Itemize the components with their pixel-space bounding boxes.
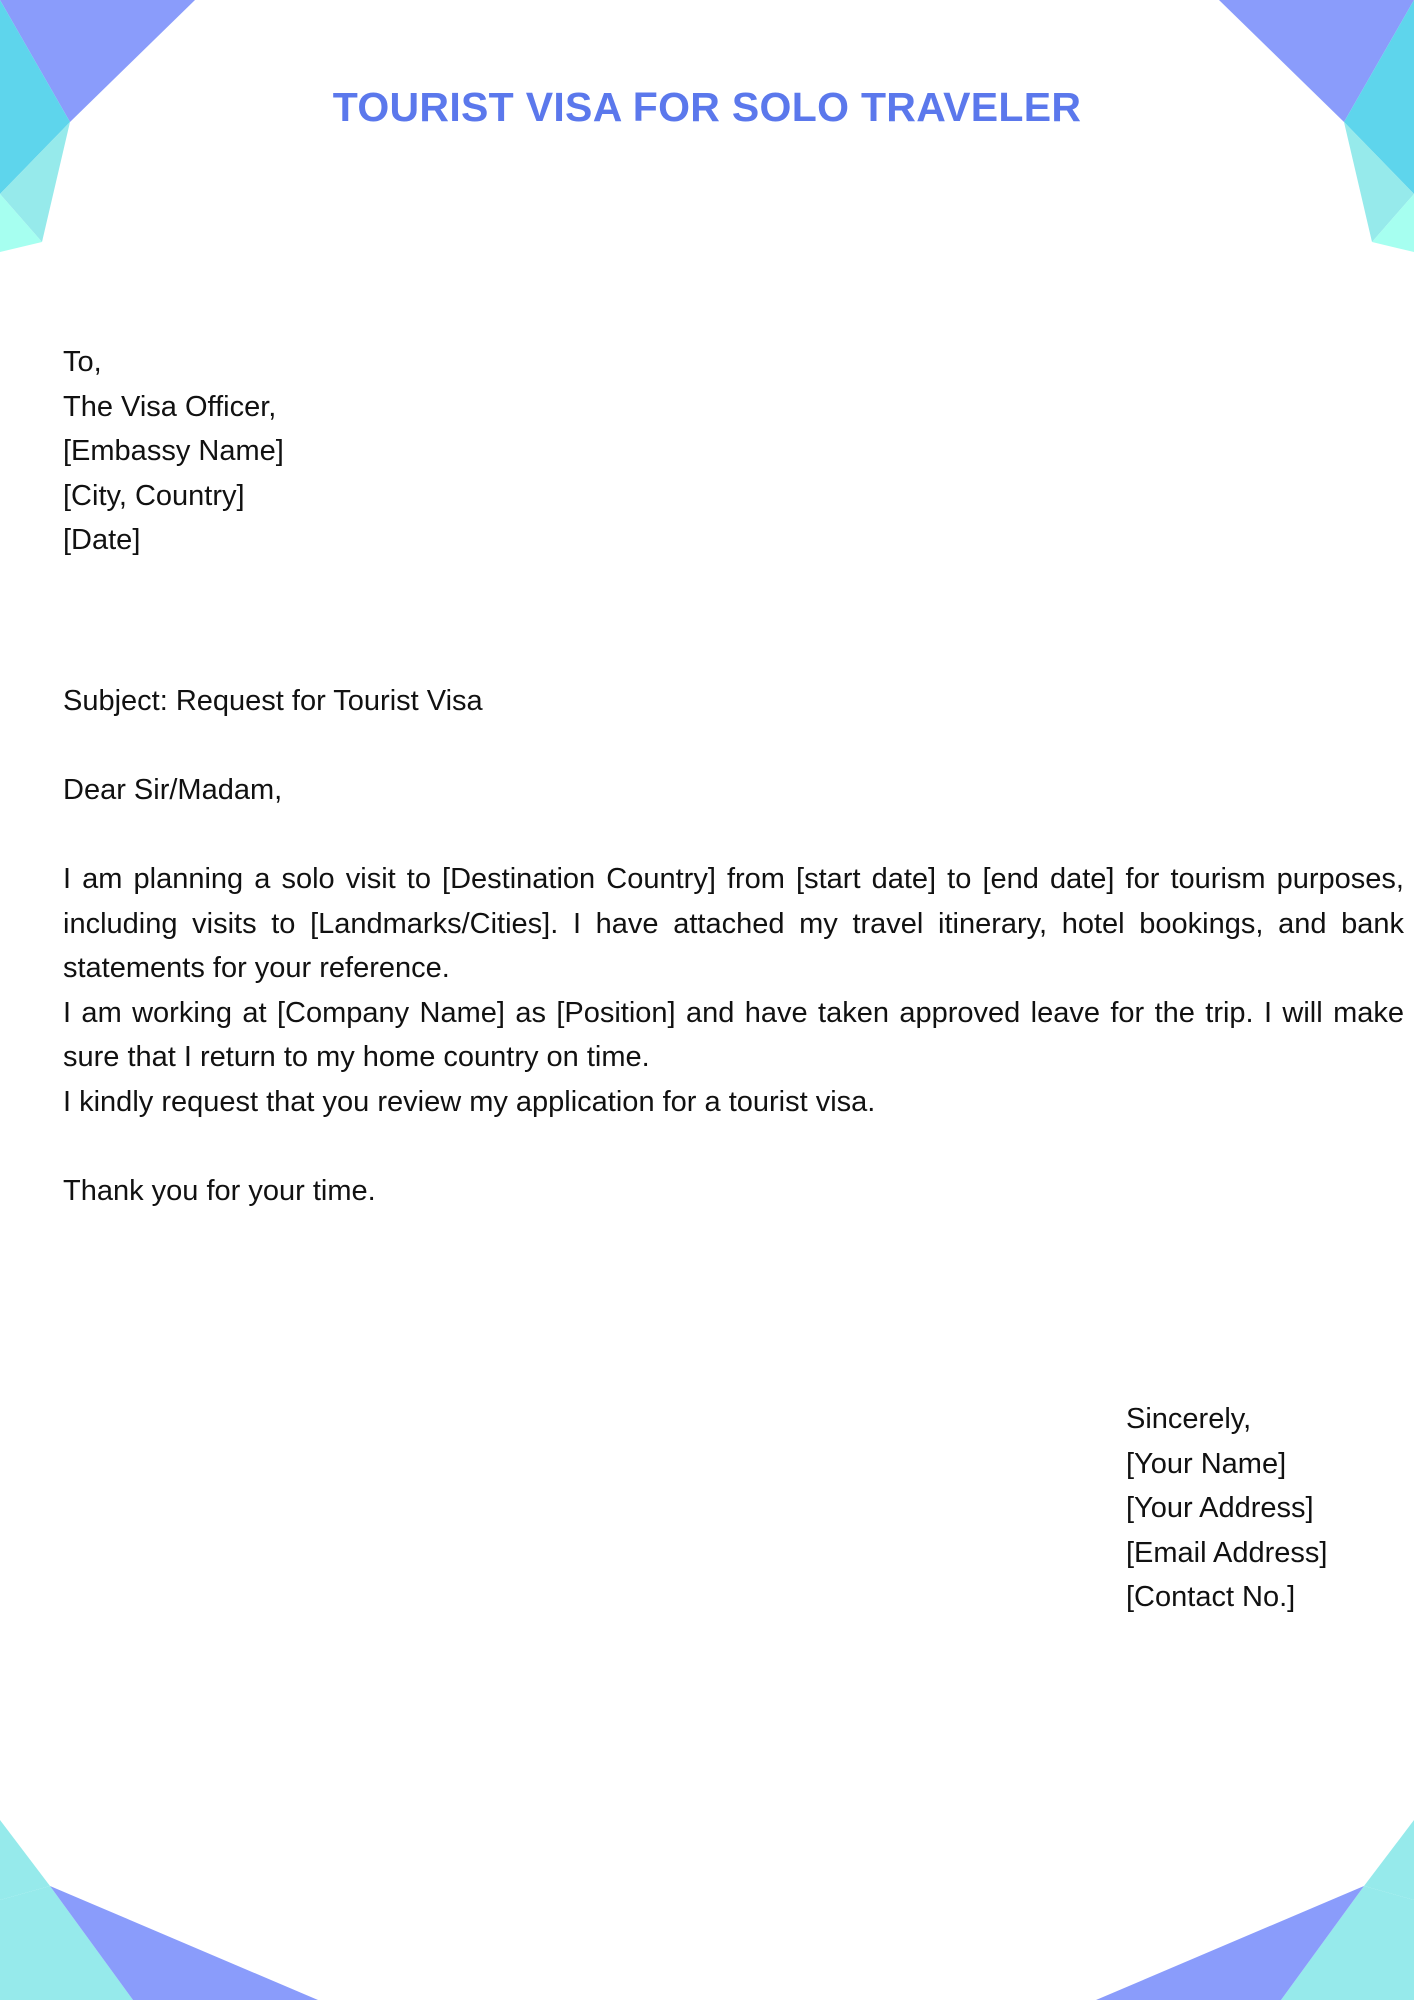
- corner-decoration-bottom-left: [0, 1820, 330, 2000]
- recipient-line: [City, Country]: [63, 479, 245, 512]
- corner-shape: [0, 1820, 50, 1900]
- recipient-line: The Visa Officer,: [63, 390, 277, 423]
- recipient-line: [Embassy Name]: [63, 435, 284, 468]
- signature-line: [Contact No.]: [1126, 1581, 1296, 1614]
- body-paragraph: I am working at [Company Name] as [Position] and have taken approved leave for the trip. I will make sure that I return to my home country on time.: [63, 996, 1404, 1074]
- recipient-line: To,: [63, 346, 102, 378]
- signature-line: [Your Address]: [1126, 1492, 1314, 1525]
- signature-block: [1126, 1397, 1327, 1620]
- signature-line: [Email Address]: [1126, 1536, 1328, 1569]
- subject-line: Subject: Request for Tourist Visa: [63, 685, 483, 717]
- body-paragraph: I am planning a solo visit to [Destination Country] from [start date] to [end date] for tourism purposes, including visits to [Landmarks/Cities]. I have attached my travel itinerary, hotel bookings, and bank statements for your reference.: [63, 863, 1404, 985]
- closing-thanks: Thank you for your time.: [63, 1175, 376, 1207]
- recipient-address: [63, 340, 284, 563]
- signature-line: [Your Name]: [1126, 1447, 1287, 1480]
- letter-title: TOURIST VISA FOR SOLO TRAVELER: [332, 84, 1082, 130]
- letter-body: [63, 857, 1404, 1125]
- signature-line: Sincerely,: [1126, 1403, 1252, 1435]
- corner-decoration-bottom-right: [1084, 1820, 1414, 2000]
- recipient-line: [Date]: [63, 524, 141, 557]
- salutation: Dear Sir/Madam,: [63, 774, 283, 806]
- corner-shape: [1364, 1820, 1414, 1900]
- body-paragraph: I kindly request that you review my application for a tourist visa.: [63, 1085, 876, 1118]
